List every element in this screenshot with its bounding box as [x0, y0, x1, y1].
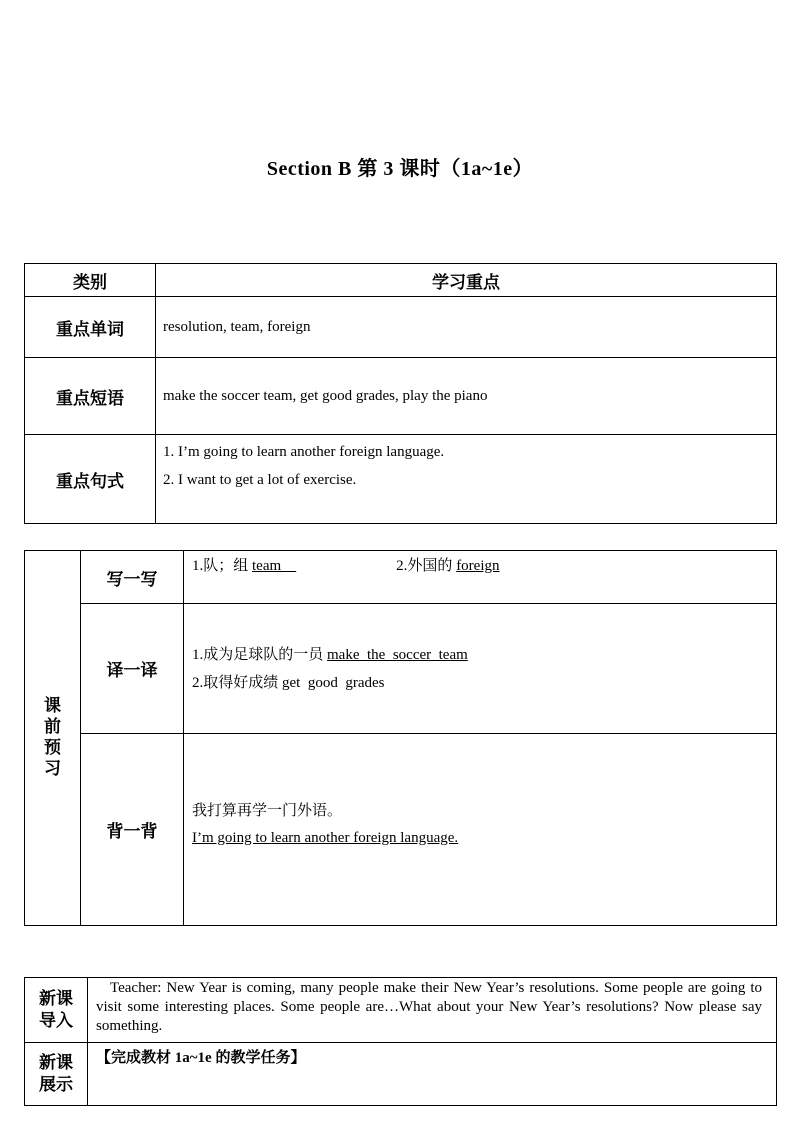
write-item1-prompt: 1.队；组 [192, 558, 253, 574]
table-header-row [25, 264, 777, 297]
lesson-table [24, 977, 777, 1106]
header-focus: 学习重点 [156, 264, 777, 297]
write-item1-answer: team [252, 558, 297, 574]
key-sentences-content [156, 435, 777, 524]
category-key-phrases: 重点短语 [25, 358, 156, 435]
page-title: Section B 第 3 课时（1a~1e） [266, 158, 534, 180]
preview-side-label: 课前预习 [25, 551, 81, 926]
category-key-words: 重点单词 [25, 297, 156, 358]
intro-label: 新课导入 [25, 978, 88, 1043]
table-row [25, 435, 777, 524]
preview-table [24, 550, 777, 926]
sentence-1: 1. I’m going to learn another foreign language. [163, 444, 445, 460]
category-key-sentences: 重点句式 [25, 435, 156, 524]
table-row [25, 604, 777, 734]
write-label: 写一写 [81, 551, 184, 604]
table-row [25, 978, 777, 1043]
translate-item1-answer: make the soccer team [327, 646, 468, 663]
translate-content [184, 604, 777, 734]
display-label: 新课展示 [25, 1043, 88, 1106]
key-words-content: resolution, team, foreign [156, 297, 777, 358]
recite-label: 背一背 [81, 734, 184, 926]
table-row [25, 551, 777, 604]
recite-english: I’m going to learn another foreign language. [192, 829, 459, 846]
translate-label: 译一译 [81, 604, 184, 734]
sentence-2: 2. I want to get a lot of exercise. [163, 472, 357, 488]
table-row [25, 734, 777, 926]
table-row [25, 297, 777, 358]
recite-chinese: 我打算再学一门外语。 [192, 802, 343, 819]
header-category: 类别 [25, 264, 156, 297]
key-phrases-content: make the soccer team, get good grades, play the piano [156, 358, 777, 435]
table-row [25, 358, 777, 435]
translate-item1: 1.成为足球队的一员 make the soccer team [192, 646, 468, 663]
key-points-table [24, 263, 777, 524]
display-text: 【完成教材 1a~1e 的教学任务】 [88, 1043, 777, 1106]
intro-text: Teacher: New Year is coming, many people make their New Year’s resolutions. Some people are going to visit some interesting places. Some people are…What about your New Year’s resolutions? Now please say something. [88, 978, 777, 1043]
recite-content [184, 734, 777, 926]
translate-item2: 2.取得好成绩 get good grades [192, 674, 385, 691]
translate-item2-answer: get good grades [282, 674, 385, 691]
write-content [184, 551, 777, 604]
write-item2-prompt: 2.外国的 [396, 558, 457, 574]
table-row [25, 1043, 777, 1106]
write-item2-answer: foreign [456, 558, 500, 574]
